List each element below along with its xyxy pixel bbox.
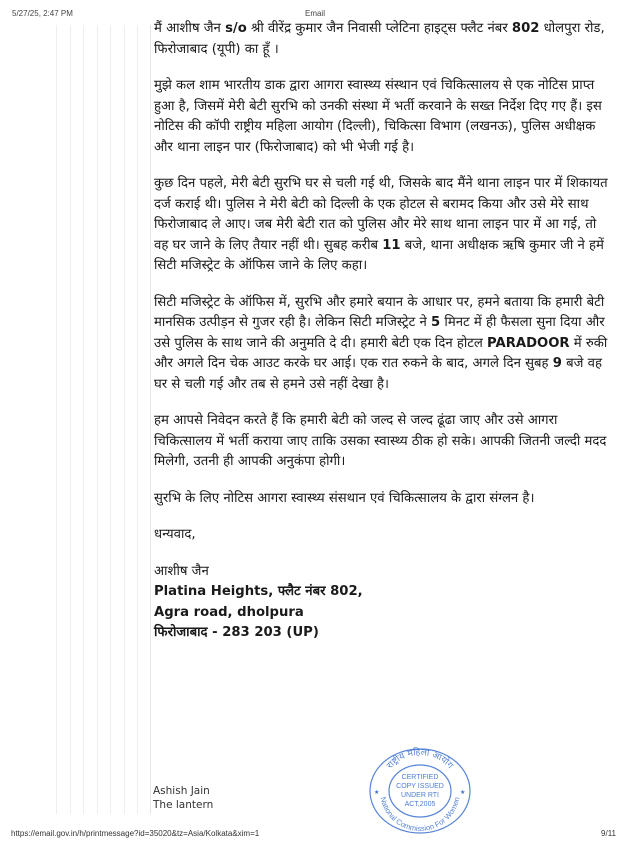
text: सिटी मजिस्ट्रेट के ऑफिस में, सुरभि और हमारे बयान के आधार पर, हमने बताया कि हमारी बेटी मानसिक उत्पीड़न से गुजर रही है। लेकिन सिटी मजिस्ट्रेट ने — [154, 294, 605, 330]
text: 9 — [552, 356, 562, 371]
sender-block — [153, 784, 213, 812]
svg-text:राष्ट्रीय महिला आयोग — [385, 747, 455, 772]
text: बजे, थाना अधीक्षक ऋषि कुमार जी ने हमें सिटी मजिस्ट्रेट के ऑफिस जाने के लिए कहा। — [154, 237, 604, 273]
rti-certified-stamp — [368, 747, 472, 835]
text: s/o — [225, 21, 247, 36]
signature-block — [154, 562, 614, 644]
star-icon: ★ — [374, 789, 380, 796]
stamp-outer-ring — [370, 749, 470, 833]
text: PARADOOR — [487, 335, 570, 351]
page-number: 9/11 — [601, 829, 616, 838]
divider — [70, 25, 71, 814]
text: मैं आशीष जैन — [154, 21, 226, 36]
signature-address-line: Agra road, dholpura — [154, 604, 304, 620]
signature-address-line: फिरोजाबाद - 283 203 (UP) — [154, 625, 319, 640]
divider — [110, 25, 111, 814]
magistrate-paragraph — [154, 293, 614, 396]
divider — [56, 25, 57, 814]
print-title: Email — [304, 9, 325, 18]
signature-address-line: Platina Heights, फ्लैट नंबर 802, — [154, 584, 363, 599]
text: धोलपुरा रोड, फिरोजाबाद (यूपी) का हूँ । — [154, 21, 605, 57]
attachment-paragraph: सुरभि के लिए नोटिस आगरा स्वास्थ्य संसथान एवं चिकित्सालय के द्वारा संग्लन है। — [154, 490, 535, 506]
divider — [97, 25, 98, 814]
email-body — [154, 19, 614, 644]
divider — [124, 25, 125, 814]
stamp-line: COPY ISSUED — [396, 783, 444, 790]
closing: धन्यवाद, — [154, 527, 196, 542]
sender-name: Ashish Jain — [153, 785, 210, 797]
stamp-hindi-text: राष्ट्रीय महिला आयोग — [385, 747, 455, 772]
print-datetime: 5/27/25, 2:47 PM — [12, 9, 73, 18]
text: बजे वह घर से चली गई और तब से हमने उसे नहीं देखा है। — [154, 356, 602, 392]
divider — [150, 25, 151, 814]
text: 5 — [431, 315, 441, 330]
star-icon: ★ — [460, 789, 466, 796]
text: श्री वीरेंद्र कुमार जैन निवासी प्लेटिना हाइट्स फ्लैट नंबर — [246, 21, 512, 36]
text: मिनट में ही फैसला सुना दिया और उसे पुलिस के साथ जाने की अनुमति दे दी। हमारी बेटी एक दिन होटल — [154, 315, 605, 351]
text: 11 — [382, 237, 401, 253]
intro-paragraph — [154, 19, 614, 60]
request-paragraph: हम आपसे निवेदन करते हैं कि हमारी बेटी को जल्द से जल्द ढूंढा जाए और उसे आगरा चिकित्सालय में भर्ती कराया जाए ताकि उसका स्वास्थ्य ठीक हो सके। आपकी जितनी जल्दी मदद मिलेगी, उतनी ही आपकी अनुकंपा होगी। — [154, 413, 607, 469]
text: कुछ दिन पहले, मेरी बेटी सुरभि घर से चली गई थी, जिसके बाद मैंने थाना लाइन पार में शिकायत दर्ज कराई थी। पुलिस ने मेरी बेटी को दिल्ली के एक होटल से बरामद किया और उसे मेरे साथ फिरोजाबाद ले आए। जब मेरी बेटी रात को पुलिस और मेरे साथ थाना लाइन पार में आ गई, तो वह घर जाने के लिए तैयार नहीं थी। सुबह करीब — [154, 176, 608, 253]
text: में रुकी और अगले दिन चेक आउट करके घर आई। एक रात रुकने के बाद, अगले दिन सुबह — [154, 335, 608, 371]
signature-name: आशीष जैन — [154, 563, 209, 579]
divider — [137, 25, 138, 814]
notice-paragraph: मुझे कल शाम भारतीय डाक द्वारा आगरा स्वास्थ्य संस्थान एवं चिकित्सालय से एक नोटिस प्राप्त हुआ है, जिसमें मेरी बेटी सुरभि को उनकी संस्था में भर्ती करवाने के सख्त निर्देश दिए गए हैं। इस नोटिस की कॉपी राष्ट्रीय महिला आयोग (दिल्ली), चिकित्सा विभाग (लखनऊ), पुलिस अधीक्षक और थाना लाइन पार (फिरोजाबाद) को भी भेजी गई है। — [154, 78, 602, 155]
stamp-line: UNDER RTI — [401, 792, 439, 799]
divider — [83, 25, 84, 814]
stamp-inner-ring — [389, 765, 451, 817]
stamp-line: CERTIFIED — [401, 774, 439, 781]
sender-org: The lantern — [153, 799, 214, 811]
incident-paragraph — [154, 174, 614, 277]
stamp-english-text: National Commission For Women — [378, 796, 462, 834]
text: 802 — [511, 21, 540, 36]
print-url: https://email.gov.in/h/printmessage?id=35020&tz=Asia/Kolkata&xim=1 — [11, 829, 260, 838]
stamp-line: ACT,2005 — [404, 801, 436, 808]
